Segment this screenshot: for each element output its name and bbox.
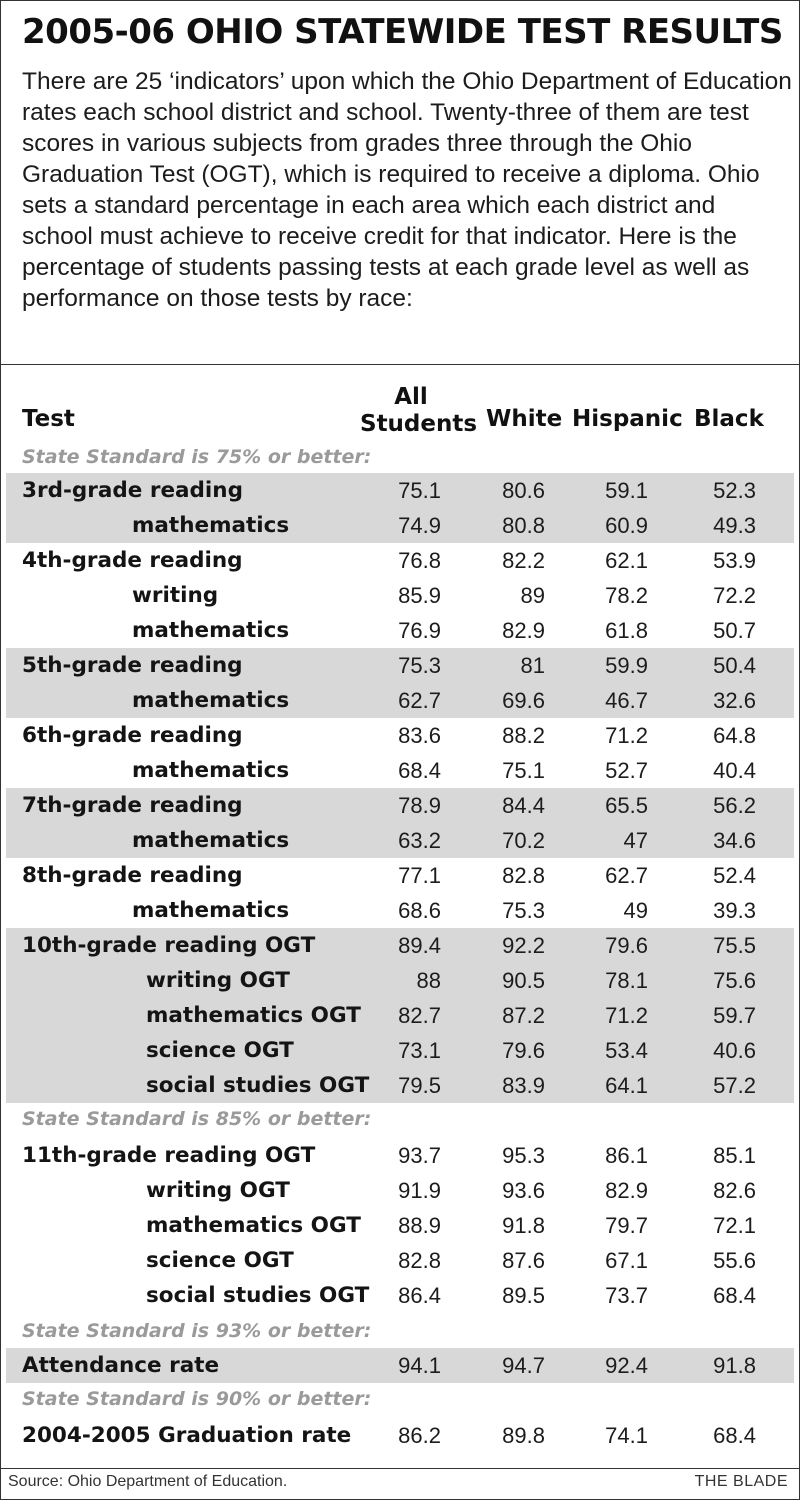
publication-credit: THE BLADE: [694, 1473, 788, 1490]
cell-all-students: 83.6: [398, 723, 441, 748]
cell-all-students: 82.8: [398, 1248, 441, 1273]
row-label: mathematics OGT: [146, 1003, 361, 1028]
table-row: [0, 1175, 800, 1209]
cell-black: 32.6: [713, 688, 756, 713]
cell-all-students: 68.4: [398, 758, 441, 783]
page-title: 2005-06 OHIO STATEWIDE TEST RESULTS: [22, 12, 783, 52]
cell-hispanic: 79.6: [605, 933, 648, 958]
cell-white: 92.2: [502, 933, 545, 958]
row-label: mathematics: [132, 513, 290, 538]
cell-white: 70.2: [502, 828, 545, 853]
cell-all-students: 75.3: [398, 653, 441, 678]
row-label: mathematics: [132, 688, 290, 713]
cell-hispanic: 67.1: [605, 1248, 648, 1273]
cell-hispanic: 47: [623, 828, 648, 853]
cell-black: 34.6: [713, 828, 756, 853]
cell-black: 49.3: [713, 513, 756, 538]
cell-hispanic: 92.4: [605, 1353, 648, 1378]
cell-black: 55.6: [713, 1248, 756, 1273]
standard-note-93: State Standard is 93% or better:: [22, 1320, 372, 1342]
intro-paragraph: There are 25 ‘indicators’ upon which the Ohio Department of Education rates each school district and school. Twenty-three of them are test scores in various subjects from grades three through the Ohio Graduation Test (OGT), which is required to receive a diploma. Ohio sets a standard percentage in each area which each district and school must achieve to receive credit for that indicator. Here is the percentage of students passing tests at each grade level as well as performance on those tests by race:: [22, 68, 792, 312]
cell-white: 81: [520, 653, 545, 678]
header-divider: [0, 364, 800, 365]
cell-hispanic: 49: [623, 898, 648, 923]
cell-white: 89.5: [502, 1283, 545, 1308]
table-row: [0, 1245, 800, 1279]
table-row: [0, 1140, 800, 1174]
cell-white: 89: [520, 583, 545, 608]
row-label: science OGT: [146, 1038, 294, 1063]
col-header-test: Test: [22, 406, 75, 432]
footer-divider: [0, 1468, 800, 1469]
cell-black: 82.6: [713, 1178, 756, 1203]
cell-hispanic: 52.7: [605, 758, 648, 783]
row-label: Attendance rate: [22, 1353, 220, 1378]
row-label: 10th-grade reading OGT: [22, 933, 316, 958]
cell-hispanic: 71.2: [605, 723, 648, 748]
cell-black: 72.1: [713, 1213, 756, 1238]
row-label: 4th-grade reading: [22, 548, 243, 573]
cell-hispanic: 71.2: [605, 1003, 648, 1028]
cell-black: 91.8: [713, 1353, 756, 1378]
cell-all-students: 88: [416, 968, 441, 993]
cell-hispanic: 79.7: [605, 1213, 648, 1238]
col-header-all-students: [360, 384, 478, 438]
cell-hispanic: 61.8: [605, 618, 648, 643]
cell-hispanic: 60.9: [605, 513, 648, 538]
source-note: Source: Ohio Department of Education.: [8, 1473, 288, 1490]
cell-white: 84.4: [502, 793, 545, 818]
cell-all-students: 63.2: [398, 828, 441, 853]
cell-hispanic: 62.1: [605, 548, 648, 573]
cell-black: 40.4: [713, 758, 756, 783]
cell-black: 59.7: [713, 1003, 756, 1028]
row-label: 2004-2005 Graduation rate: [22, 1423, 352, 1448]
cell-all-students: 68.6: [398, 898, 441, 923]
row-label: mathematics: [132, 758, 290, 783]
cell-black: 39.3: [713, 898, 756, 923]
col-header-white: White: [486, 406, 563, 432]
row-label: writing OGT: [146, 968, 290, 993]
cell-all-students: 73.1: [398, 1038, 441, 1063]
cell-hispanic: 64.1: [605, 1073, 648, 1098]
cell-hispanic: 62.7: [605, 863, 648, 888]
cell-black: 68.4: [713, 1283, 756, 1308]
table-row: [0, 930, 800, 964]
row-label: mathematics: [132, 828, 290, 853]
cell-white: 80.6: [502, 478, 545, 503]
row-label: 5th-grade reading: [22, 653, 243, 678]
cell-all-students: 76.8: [398, 548, 441, 573]
cell-all-students: 88.9: [398, 1213, 441, 1238]
cell-white: 93.6: [502, 1178, 545, 1203]
cell-black: 85.1: [713, 1143, 756, 1168]
cell-black: 40.6: [713, 1038, 756, 1063]
cell-white: 82.9: [502, 618, 545, 643]
cell-hispanic: 78.2: [605, 583, 648, 608]
cell-hispanic: 46.7: [605, 688, 648, 713]
cell-all-students: 75.1: [398, 478, 441, 503]
table-row: [0, 1350, 800, 1384]
cell-hispanic: 53.4: [605, 1038, 648, 1063]
cell-white: 90.5: [502, 968, 545, 993]
table-row: [0, 545, 800, 579]
col-header-hispanic: Hispanic: [572, 406, 683, 432]
table-row: [0, 790, 800, 824]
cell-all-students: 85.9: [398, 583, 441, 608]
cell-all-students: 89.4: [398, 933, 441, 958]
row-label: 3rd-grade reading: [22, 478, 243, 503]
cell-black: 53.9: [713, 548, 756, 573]
standard-note-75: State Standard is 75% or better:: [22, 446, 372, 468]
cell-white: 87.2: [502, 1003, 545, 1028]
cell-all-students: 82.7: [398, 1003, 441, 1028]
cell-black: 75.5: [713, 933, 756, 958]
cell-black: 68.4: [713, 1423, 756, 1448]
table-row: [0, 720, 800, 754]
table-row: [0, 1280, 800, 1314]
cell-black: 52.3: [713, 478, 756, 503]
cell-white: 69.6: [502, 688, 545, 713]
row-label: mathematics: [132, 618, 290, 643]
table-row: [0, 895, 800, 929]
cell-black: 75.6: [713, 968, 756, 993]
table-row: [0, 685, 800, 719]
standard-note-85: State Standard is 85% or better:: [22, 1108, 372, 1130]
cell-all-students: 91.9: [398, 1178, 441, 1203]
cell-all-students: 77.1: [398, 863, 441, 888]
cell-black: 50.4: [713, 653, 756, 678]
cell-all-students: 62.7: [398, 688, 441, 713]
cell-black: 72.2: [713, 583, 756, 608]
cell-all-students: 76.9: [398, 618, 441, 643]
cell-black: 52.4: [713, 863, 756, 888]
col-header-all-line1: All: [394, 384, 428, 410]
cell-all-students: 94.1: [398, 1353, 441, 1378]
row-label: science OGT: [146, 1248, 294, 1273]
cell-white: 88.2: [502, 723, 545, 748]
table-row: [0, 825, 800, 859]
row-label: 11th-grade reading OGT: [22, 1143, 316, 1168]
cell-hispanic: 65.5: [605, 793, 648, 818]
cell-all-students: 86.4: [398, 1283, 441, 1308]
row-label: social studies OGT: [146, 1073, 370, 1098]
cell-black: 57.2: [713, 1073, 756, 1098]
row-label: social studies OGT: [146, 1283, 370, 1308]
cell-white: 79.6: [502, 1038, 545, 1063]
table-row: [0, 475, 800, 509]
cell-black: 56.2: [713, 793, 756, 818]
table-row: [0, 1070, 800, 1104]
col-header-black: Black: [694, 406, 764, 432]
table-row: [0, 1420, 800, 1454]
row-label: 7th-grade reading: [22, 793, 243, 818]
cell-all-students: 79.5: [398, 1073, 441, 1098]
cell-all-students: 86.2: [398, 1423, 441, 1448]
cell-all-students: 78.9: [398, 793, 441, 818]
cell-white: 75.3: [502, 898, 545, 923]
table-row: [0, 1035, 800, 1069]
standard-note-90: State Standard is 90% or better:: [22, 1388, 372, 1410]
cell-hispanic: 78.1: [605, 968, 648, 993]
row-label: mathematics OGT: [146, 1213, 361, 1238]
cell-hispanic: 59.9: [605, 653, 648, 678]
cell-black: 50.7: [713, 618, 756, 643]
cell-white: 83.9: [502, 1073, 545, 1098]
cell-white: 95.3: [502, 1143, 545, 1168]
cell-all-students: 93.7: [398, 1143, 441, 1168]
cell-white: 91.8: [502, 1213, 545, 1238]
row-label: 6th-grade reading: [22, 723, 243, 748]
cell-white: 89.8: [502, 1423, 545, 1448]
col-header-all-line2: Students: [360, 411, 478, 437]
cell-white: 80.8: [502, 513, 545, 538]
table-row: [0, 580, 800, 614]
table-row: [0, 755, 800, 789]
cell-hispanic: 73.7: [605, 1283, 648, 1308]
table-row: [0, 860, 800, 894]
cell-hispanic: 74.1: [605, 1423, 648, 1448]
table-row: [0, 1210, 800, 1244]
cell-white: 82.8: [502, 863, 545, 888]
row-label: writing: [132, 583, 219, 608]
cell-white: 75.1: [502, 758, 545, 783]
cell-hispanic: 82.9: [605, 1178, 648, 1203]
cell-all-students: 74.9: [398, 513, 441, 538]
cell-hispanic: 59.1: [605, 478, 648, 503]
cell-white: 94.7: [502, 1353, 545, 1378]
row-label: mathematics: [132, 898, 290, 923]
row-label: writing OGT: [146, 1178, 290, 1203]
cell-white: 82.2: [502, 548, 545, 573]
cell-white: 87.6: [502, 1248, 545, 1273]
row-label: 8th-grade reading: [22, 863, 243, 888]
cell-black: 64.8: [713, 723, 756, 748]
table-row: [0, 650, 800, 684]
table-row: [0, 615, 800, 649]
cell-hispanic: 86.1: [605, 1143, 648, 1168]
table-row: [0, 965, 800, 999]
table-row: [0, 510, 800, 544]
table-row: [0, 1000, 800, 1034]
